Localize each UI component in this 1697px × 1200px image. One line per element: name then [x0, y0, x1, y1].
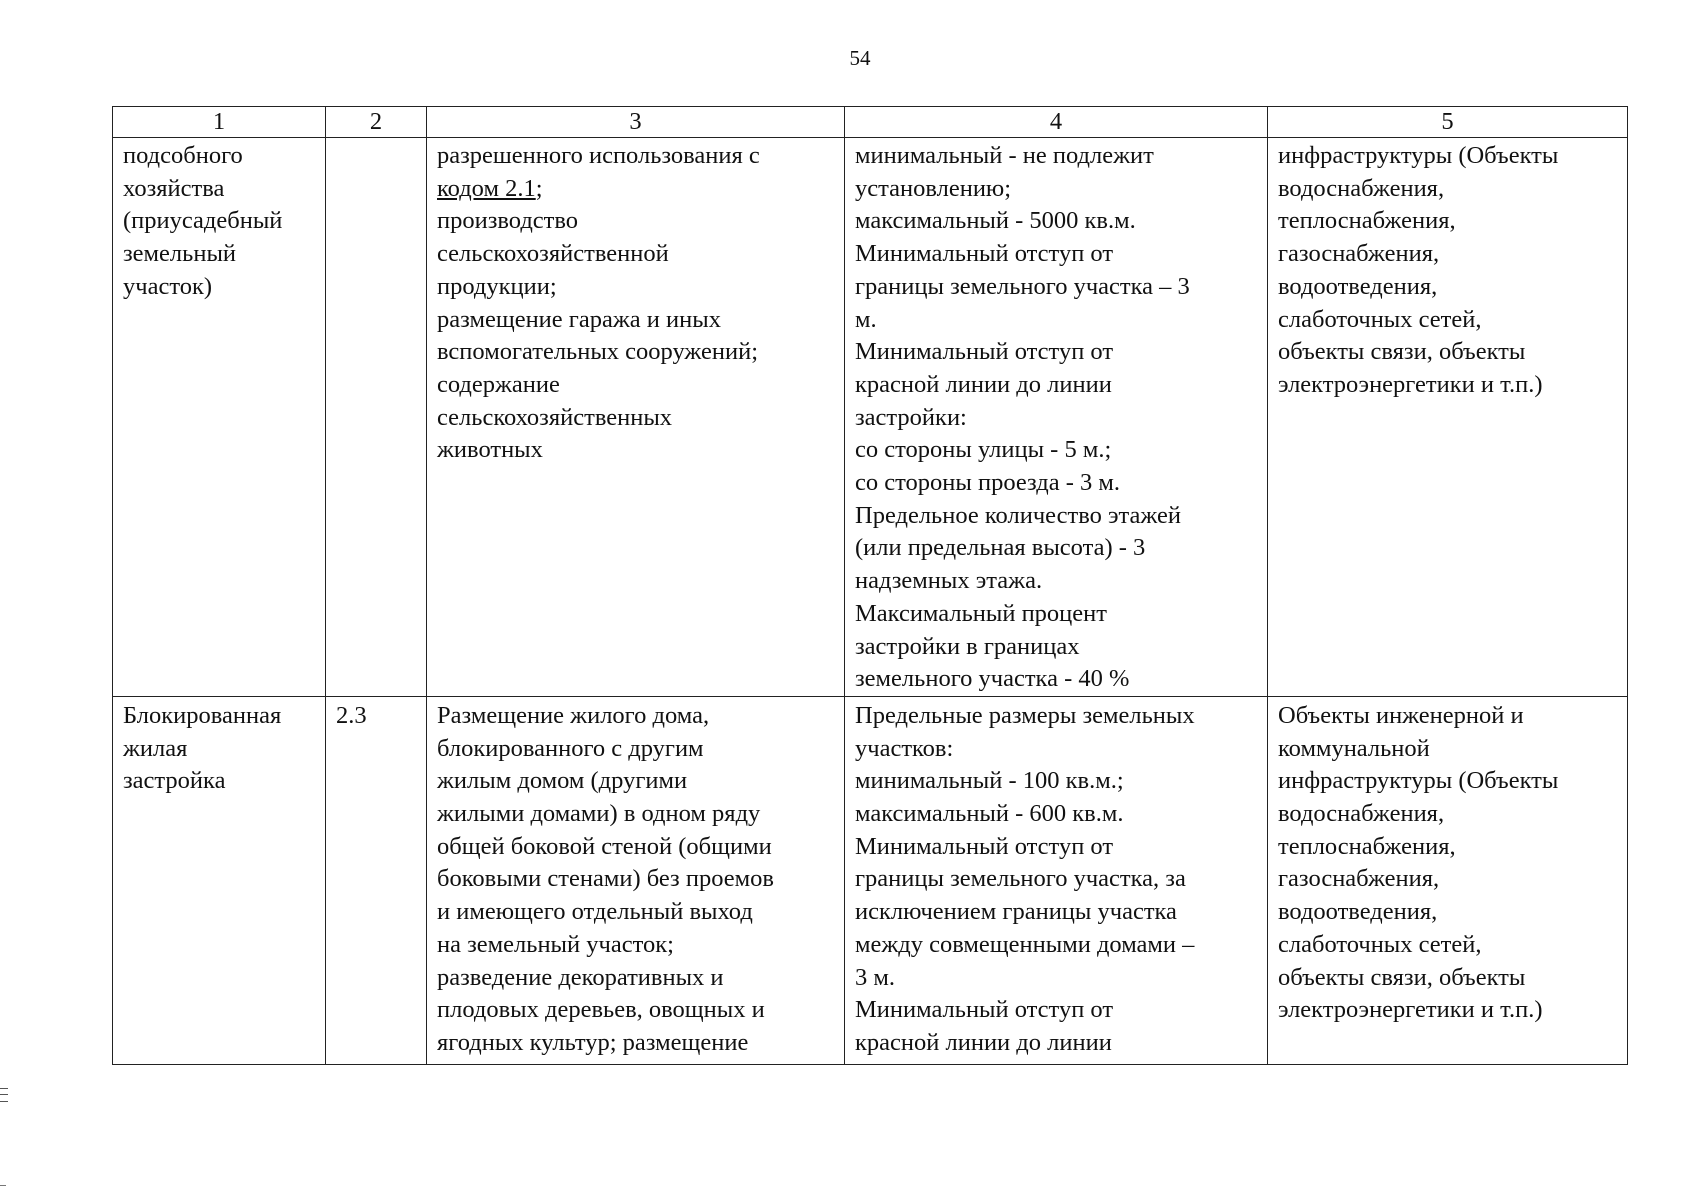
text-line: максимальный - 600 кв.м. — [855, 800, 1124, 828]
text-line: хозяйства — [123, 174, 225, 202]
cell-land-use-name — [113, 138, 326, 697]
text-line: (или предельная высота) - 3 — [855, 534, 1146, 562]
text-line: между совмещенными домами – — [855, 930, 1195, 958]
text-line: границы земельного участка – 3 — [855, 272, 1190, 300]
text-line: земельный — [123, 240, 237, 268]
text-line: теплоснабжения, — [1278, 832, 1456, 860]
text-line: 2.3 — [336, 701, 367, 729]
table-header-row — [113, 107, 1628, 138]
text-line: минимальный - не подлежит — [855, 142, 1154, 169]
text-line: инфраструктуры (Объекты — [1278, 767, 1559, 795]
text-line: производство — [437, 207, 579, 235]
text-line: со стороны проезда - 3 м. — [855, 469, 1121, 497]
cell-description — [427, 696, 845, 1064]
text-line: слаботочных сетей, — [1278, 305, 1482, 333]
cell-description — [427, 138, 845, 697]
text-line: подсобного — [123, 142, 243, 169]
text-line: объекты связи, объекты — [1278, 963, 1526, 991]
text-line: Блокированная — [123, 701, 282, 729]
text-line: Предельные размеры земельных — [855, 701, 1195, 729]
text-line: разведение декоративных и — [437, 963, 724, 991]
text-line: водоотведения, — [1278, 272, 1438, 300]
text-line: минимальный - 100 кв.м.; — [855, 767, 1124, 795]
page-number: 54 — [849, 46, 871, 70]
text-line: земельного участка - 40 % — [855, 665, 1130, 693]
text-line: на земельный участок; — [437, 930, 674, 958]
text-line: Размещение жилого дома, — [437, 701, 710, 729]
text-line: газоснабжения, — [1278, 865, 1440, 893]
text-line: общей боковой стеной (общими — [437, 832, 772, 860]
text-line: плодовых деревьев, овощных и — [437, 996, 765, 1024]
text-line: застройка — [123, 767, 226, 795]
text-line: электроэнергетики и т.п.) — [1278, 370, 1543, 398]
column-header-5: 5 — [1268, 107, 1628, 138]
text-line: Минимальный отступ от — [855, 832, 1114, 860]
column-header-2: 2 — [326, 107, 427, 138]
text-line: Минимальный отступ от — [855, 338, 1114, 366]
text-line: жилым домом (другими — [437, 767, 688, 795]
cell-parameters — [845, 696, 1268, 1064]
text-line: застройки: — [855, 403, 967, 431]
code-reference-link: кодом 2.1 — [437, 174, 536, 202]
text-line: со стороны улицы - 5 м.; — [855, 436, 1112, 464]
punctuation: ; — [535, 174, 543, 202]
text-line: установлению; — [855, 174, 1012, 202]
text-line: участок) — [123, 272, 213, 300]
scan-margin-tick — [0, 1185, 6, 1186]
text-line: содержание — [437, 370, 560, 398]
text-line: размещение гаража и иных — [437, 305, 721, 333]
text-line: вспомогательных сооружений; — [437, 338, 759, 366]
text-line: блокированного с другим — [437, 734, 704, 762]
text-line: разрешенного использования с — [437, 142, 760, 169]
text-line: газоснабжения, — [1278, 240, 1440, 268]
cell-land-use-name — [113, 696, 326, 1064]
text-line: инфраструктуры (Объекты — [1278, 142, 1559, 169]
text-line: сельскохозяйственных — [437, 403, 673, 431]
text-line: жилая — [123, 734, 188, 762]
table-row — [113, 138, 1628, 697]
text-line: Объекты инженерной и — [1278, 701, 1524, 729]
text-line: боковыми стенами) без проемов — [437, 865, 774, 893]
column-header-3: 3 — [427, 107, 845, 138]
cell-parameters — [845, 138, 1268, 697]
text-line: теплоснабжения, — [1278, 207, 1456, 235]
text-line — [437, 173, 834, 206]
text-line: 3 м. — [855, 963, 896, 991]
text-line: слаботочных сетей, — [1278, 930, 1482, 958]
text-line: надземных этажа. — [855, 567, 1043, 595]
cell-auxiliary-uses — [1268, 138, 1628, 697]
text-line: красной линии до линии — [855, 1028, 1112, 1056]
text-line: Предельное количество этажей — [855, 501, 1181, 529]
cell-code — [326, 138, 427, 697]
text-line: водоснабжения, — [1278, 174, 1445, 202]
text-line: Минимальный отступ от — [855, 240, 1114, 268]
text-line: максимальный - 5000 кв.м. — [855, 207, 1136, 235]
text-line: сельскохозяйственной — [437, 240, 669, 268]
text-line: Максимальный процент — [855, 599, 1107, 627]
column-header-4: 4 — [845, 107, 1268, 138]
text-line: (приусадебный — [123, 207, 283, 235]
text-line: м. — [855, 305, 877, 333]
text-line: объекты связи, объекты — [1278, 338, 1526, 366]
text-line: животных — [437, 436, 543, 464]
table-row — [113, 696, 1628, 1064]
cell-code — [326, 696, 427, 1064]
text-line: границы земельного участка, за — [855, 865, 1186, 893]
text-line: и имеющего отдельный выход — [437, 898, 753, 926]
column-header-1: 1 — [113, 107, 326, 138]
text-line: водоснабжения, — [1278, 800, 1445, 828]
text-line: Минимальный отступ от — [855, 996, 1114, 1024]
text-line: ягодных культур; размещение — [437, 1028, 749, 1056]
text-line: красной линии до линии — [855, 370, 1112, 398]
text-line: исключением границы участка — [855, 898, 1177, 926]
text-line: водоотведения, — [1278, 898, 1438, 926]
scan-margin-mark — [0, 1088, 8, 1102]
text-line: электроэнергетики и т.п.) — [1278, 996, 1543, 1024]
text-line: жилыми домами) в одном ряду — [437, 800, 761, 828]
land-use-table — [112, 106, 1628, 1065]
text-line: коммунальной — [1278, 734, 1430, 762]
text-line: застройки в границах — [855, 632, 1080, 660]
text-line: участков: — [855, 734, 954, 762]
text-line: продукции; — [437, 272, 557, 300]
cell-auxiliary-uses — [1268, 696, 1628, 1064]
